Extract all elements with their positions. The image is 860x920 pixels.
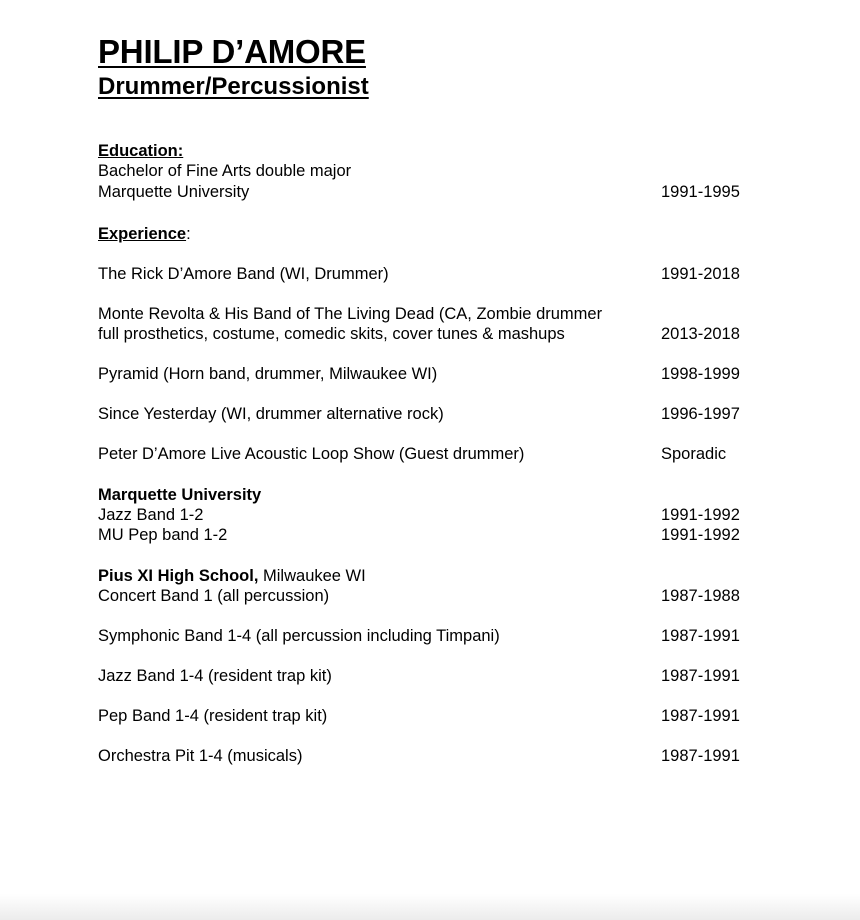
pius-item-text: Concert Band 1 (all percussion) bbox=[98, 587, 330, 605]
experience-heading-colon: : bbox=[186, 225, 191, 243]
experience-item-years: 2013-2018 bbox=[661, 325, 740, 343]
pius-item bbox=[98, 626, 758, 646]
education-school-row bbox=[98, 182, 758, 202]
education-degree-row bbox=[98, 161, 758, 181]
experience-item bbox=[98, 364, 758, 384]
experience-item-years: 1996-1997 bbox=[661, 405, 740, 423]
marquette-item-years: 1991-1992 bbox=[661, 526, 740, 544]
experience-item bbox=[98, 404, 758, 424]
marquette-item-years: 1991-1992 bbox=[661, 506, 740, 524]
experience-heading: Experience bbox=[98, 225, 187, 243]
pius-item-text: Orchestra Pit 1-4 (musicals) bbox=[98, 747, 303, 765]
experience-item-text: Monte Revolta & His Band of The Living Dead (CA, Zombie drummer bbox=[98, 305, 603, 323]
pius-item-years: 1987-1991 bbox=[661, 747, 740, 765]
pius-item-years: 1987-1988 bbox=[661, 587, 740, 605]
experience-item-text: Peter D’Amore Live Acoustic Loop Show (Guest drummer) bbox=[98, 445, 525, 463]
experience-item-continued bbox=[98, 324, 758, 344]
experience-item-text-line2: full prosthetics, costume, comedic skits, cover tunes & mashups bbox=[98, 325, 565, 343]
pius-item-years: 1987-1991 bbox=[661, 667, 740, 685]
marquette-item-text: Jazz Band 1-2 bbox=[98, 506, 204, 524]
experience-item-years: Sporadic bbox=[661, 445, 727, 463]
pius-heading-location: Milwaukee WI bbox=[258, 567, 366, 585]
pius-item bbox=[98, 586, 758, 606]
pius-item-text: Symphonic Band 1-4 (all percussion including Timpani) bbox=[98, 627, 500, 645]
experience-item-text: Since Yesterday (WI, drummer alternative rock) bbox=[98, 405, 444, 423]
person-title: Drummer/Percussionist bbox=[98, 73, 369, 100]
education-heading-row bbox=[98, 141, 758, 161]
pius-item-text: Pep Band 1-4 (resident trap kit) bbox=[98, 707, 328, 725]
marquette-heading: Marquette University bbox=[98, 486, 262, 504]
experience-heading-row bbox=[98, 224, 758, 244]
pius-heading: Pius XI High School, bbox=[98, 567, 259, 585]
pius-item bbox=[98, 746, 758, 766]
education-heading: Education: bbox=[98, 142, 184, 160]
experience-item-years: 1998-1999 bbox=[661, 365, 740, 383]
education-school: Marquette University bbox=[98, 183, 250, 201]
marquette-item bbox=[98, 525, 758, 545]
pius-item bbox=[98, 666, 758, 686]
experience-item-years: 1991-2018 bbox=[661, 265, 740, 283]
person-name: PHILIP D’AMORE bbox=[98, 33, 366, 70]
page-bottom-shadow bbox=[0, 894, 860, 920]
pius-item-years: 1987-1991 bbox=[661, 707, 740, 725]
pius-item bbox=[98, 706, 758, 726]
experience-item-text: Pyramid (Horn band, drummer, Milwaukee WI) bbox=[98, 365, 438, 383]
pius-item-years: 1987-1991 bbox=[661, 627, 740, 645]
marquette-item-text: MU Pep band 1-2 bbox=[98, 526, 228, 544]
pius-heading-row bbox=[98, 566, 758, 586]
education-degree: Bachelor of Fine Arts double major bbox=[98, 162, 352, 180]
experience-item-text: The Rick D’Amore Band (WI, Drummer) bbox=[98, 265, 389, 283]
experience-item bbox=[98, 264, 758, 284]
marquette-heading-row bbox=[98, 485, 758, 505]
resume-document bbox=[98, 32, 758, 766]
experience-item bbox=[98, 444, 758, 464]
marquette-item bbox=[98, 505, 758, 525]
education-years: 1991-1995 bbox=[661, 183, 740, 201]
pius-item-text: Jazz Band 1-4 (resident trap kit) bbox=[98, 667, 332, 685]
experience-item bbox=[98, 304, 758, 324]
